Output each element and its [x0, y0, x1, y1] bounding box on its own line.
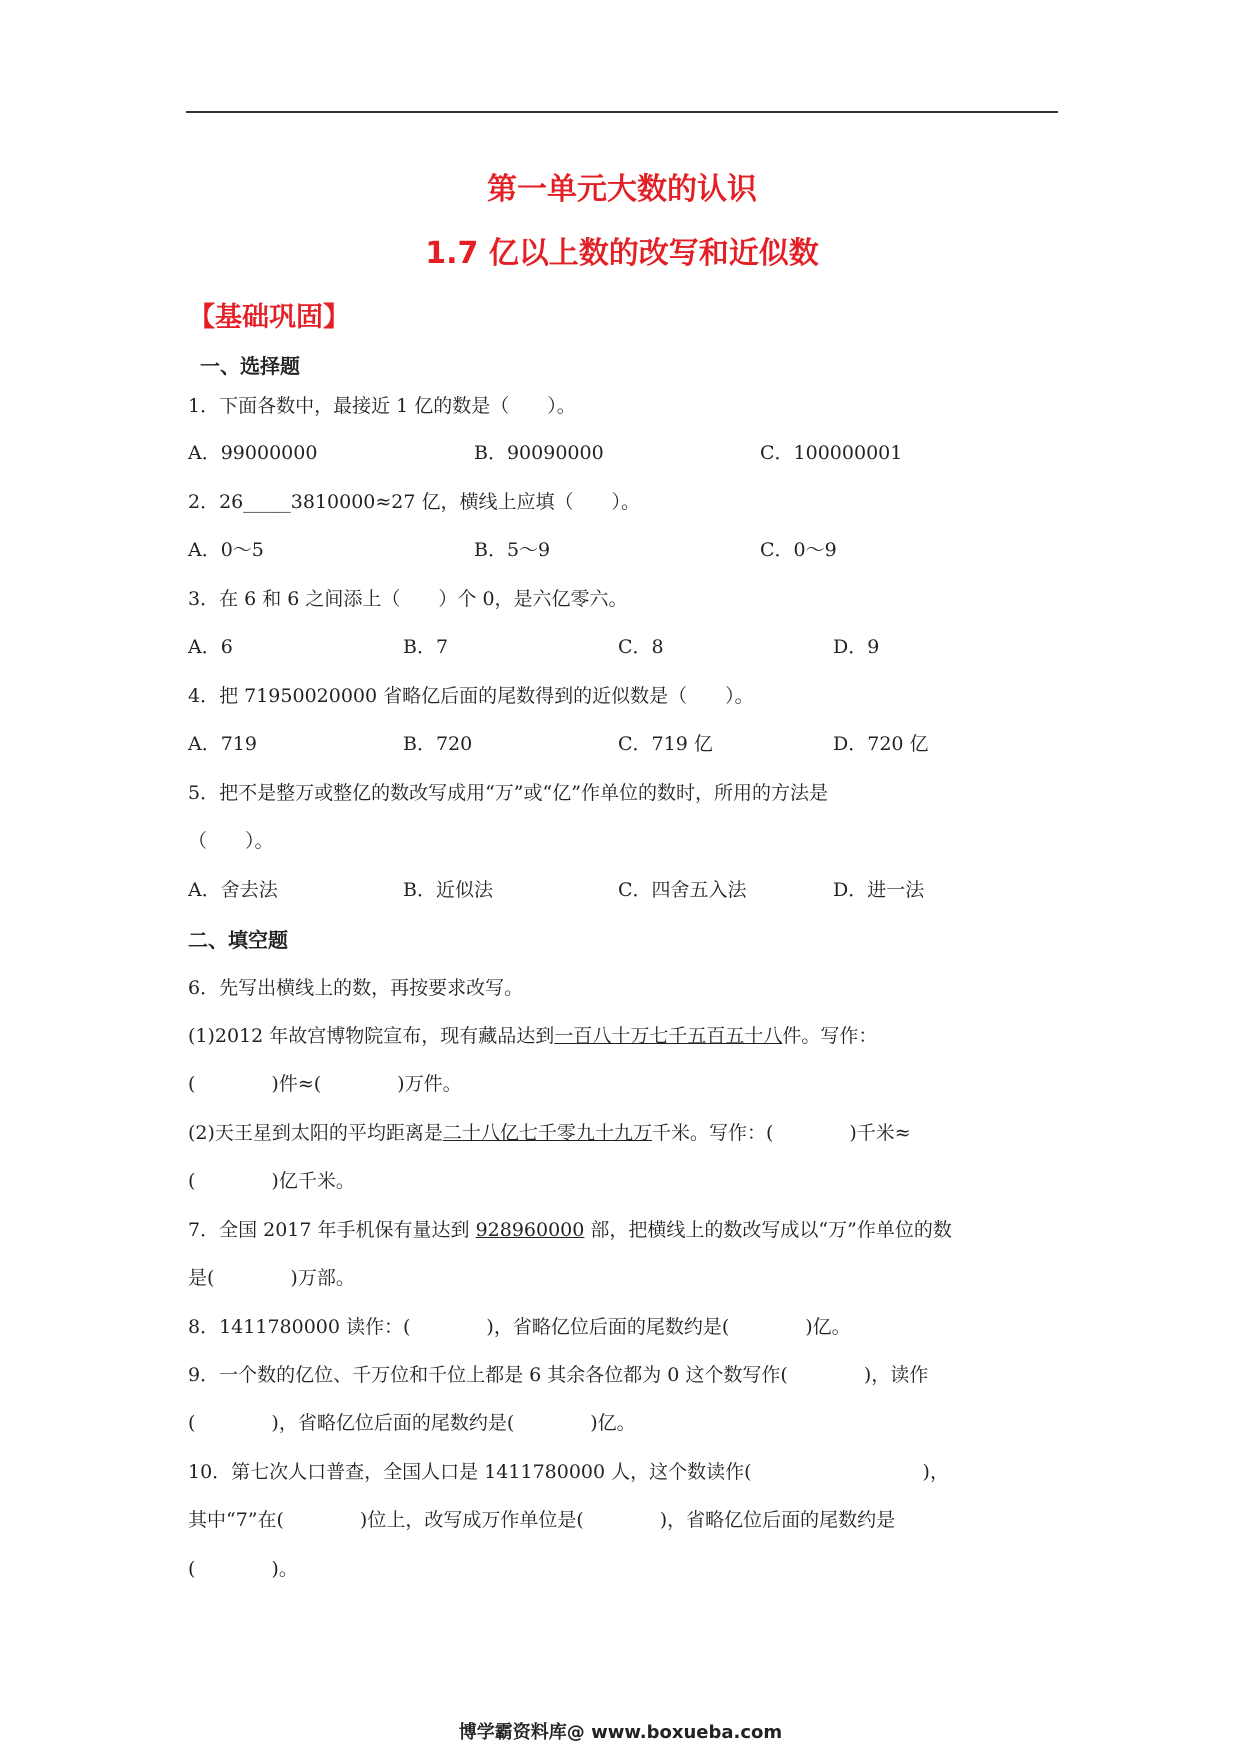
q1-option-a: A．99000000: [188, 442, 318, 464]
question-10: 10．第七次人口普查，全国人口是 1411780000 人，这个数读作( )，: [188, 1461, 949, 1483]
q5-option-a: A．舍去法: [188, 879, 278, 901]
q6-p1-post: 件。写作：: [782, 1025, 878, 1047]
question-7-answer: 是( )万部。: [188, 1267, 355, 1289]
q6-p1-underlined: 一百八十万七千五百五十八: [554, 1025, 783, 1047]
q1-option-b: B．90090000: [474, 442, 604, 464]
page-title: 第一单元大数的认识: [487, 172, 757, 207]
q6-p2-pre: (2)天王星到太阳的平均距离是: [188, 1122, 443, 1144]
q3-option-b: B．7: [403, 636, 449, 658]
lesson-subtitle: 1.7 亿以上数的改写和近似数: [425, 236, 819, 271]
question-6-part-1: [188, 1021, 877, 1048]
q3-option-d: D．9: [833, 636, 880, 658]
q3-option-c: C．8: [618, 636, 664, 658]
q5-option-c: C．四舍五入法: [618, 879, 747, 901]
question-9: 9．一个数的亿位、千万位和千位上都是 6 其余各位都为 0 这个数写作( )，读作: [188, 1364, 929, 1386]
section-label: 【基础巩固】: [188, 302, 350, 333]
question-5-stem: 5．把不是整万或整亿的数改写成用“万”或“亿”作单位的数时，所用的方法是: [188, 782, 828, 804]
q3-option-a: A．6: [188, 636, 233, 658]
question-8: 8．1411780000 读作：( )，省略亿位后面的尾数约是( )亿。: [188, 1316, 851, 1338]
q2-option-a: A．0～5: [188, 539, 264, 561]
q6-p2-underlined: 二十八亿七千零九十九万: [442, 1122, 652, 1144]
question-5-stem-cont: （ ）。: [188, 830, 274, 852]
q5-option-b: B．近似法: [403, 879, 493, 901]
q6-p2-post: 千米。写作：( )千米≈: [651, 1122, 911, 1144]
q7-underlined: 928960000: [475, 1219, 585, 1241]
question-10-cont: 其中“7”在( )位上，改写成万作单位是( )，省略亿位后面的尾数约是: [188, 1509, 896, 1531]
q6-p1-pre: (1)2012 年故宫博物院宣布，现有藏品达到: [188, 1025, 555, 1047]
question-4-stem: 4．把 71950020000 省略亿后面的尾数得到的近似数是（ ）。: [188, 685, 754, 707]
question-10-cont-2: ( )。: [188, 1558, 298, 1580]
question-2-stem: 2．26_____3810000≈27 亿，横线上应填（ ）。: [188, 491, 641, 513]
question-6-stem: 6．先写出横线上的数，再按要求改写。: [188, 977, 524, 999]
q1-option-c: C．100000001: [760, 442, 903, 464]
question-7: [188, 1215, 952, 1242]
question-3-stem: 3．在 6 和 6 之间添上（ ）个 0，是六亿零六。: [188, 588, 628, 610]
part-choice-heading: 一、选择题: [200, 354, 300, 378]
q4-option-c: C．719 亿: [618, 733, 713, 755]
q4-option-d: D．720 亿: [833, 733, 929, 755]
question-1-stem: 1．下面各数中，最接近 1 亿的数是（ ）。: [188, 395, 576, 417]
header-rule: [186, 111, 1058, 113]
question-9-cont: ( )，省略亿位后面的尾数约是( )亿。: [188, 1412, 636, 1434]
q4-option-b: B．720: [403, 733, 473, 755]
q5-option-d: D．进一法: [833, 879, 925, 901]
question-6-part-2: [188, 1118, 911, 1145]
footer-watermark: 博学霸资料库@ www.boxueba.com: [458, 1722, 783, 1743]
question-6-part-1-answer: ( )件≈( )万件。: [188, 1073, 462, 1095]
q7-pre: 7．全国 2017 年手机保有量达到: [188, 1219, 476, 1241]
question-6-part-2-answer: ( )亿千米。: [188, 1170, 355, 1192]
q2-option-b: B．5～9: [474, 539, 551, 561]
part-fill-heading: 二、填空题: [188, 928, 288, 952]
q2-option-c: C．0～9: [760, 539, 837, 561]
q7-post: 部，把横线上的数改写成以“万”作单位的数: [584, 1219, 952, 1241]
q4-option-a: A．719: [188, 733, 257, 755]
